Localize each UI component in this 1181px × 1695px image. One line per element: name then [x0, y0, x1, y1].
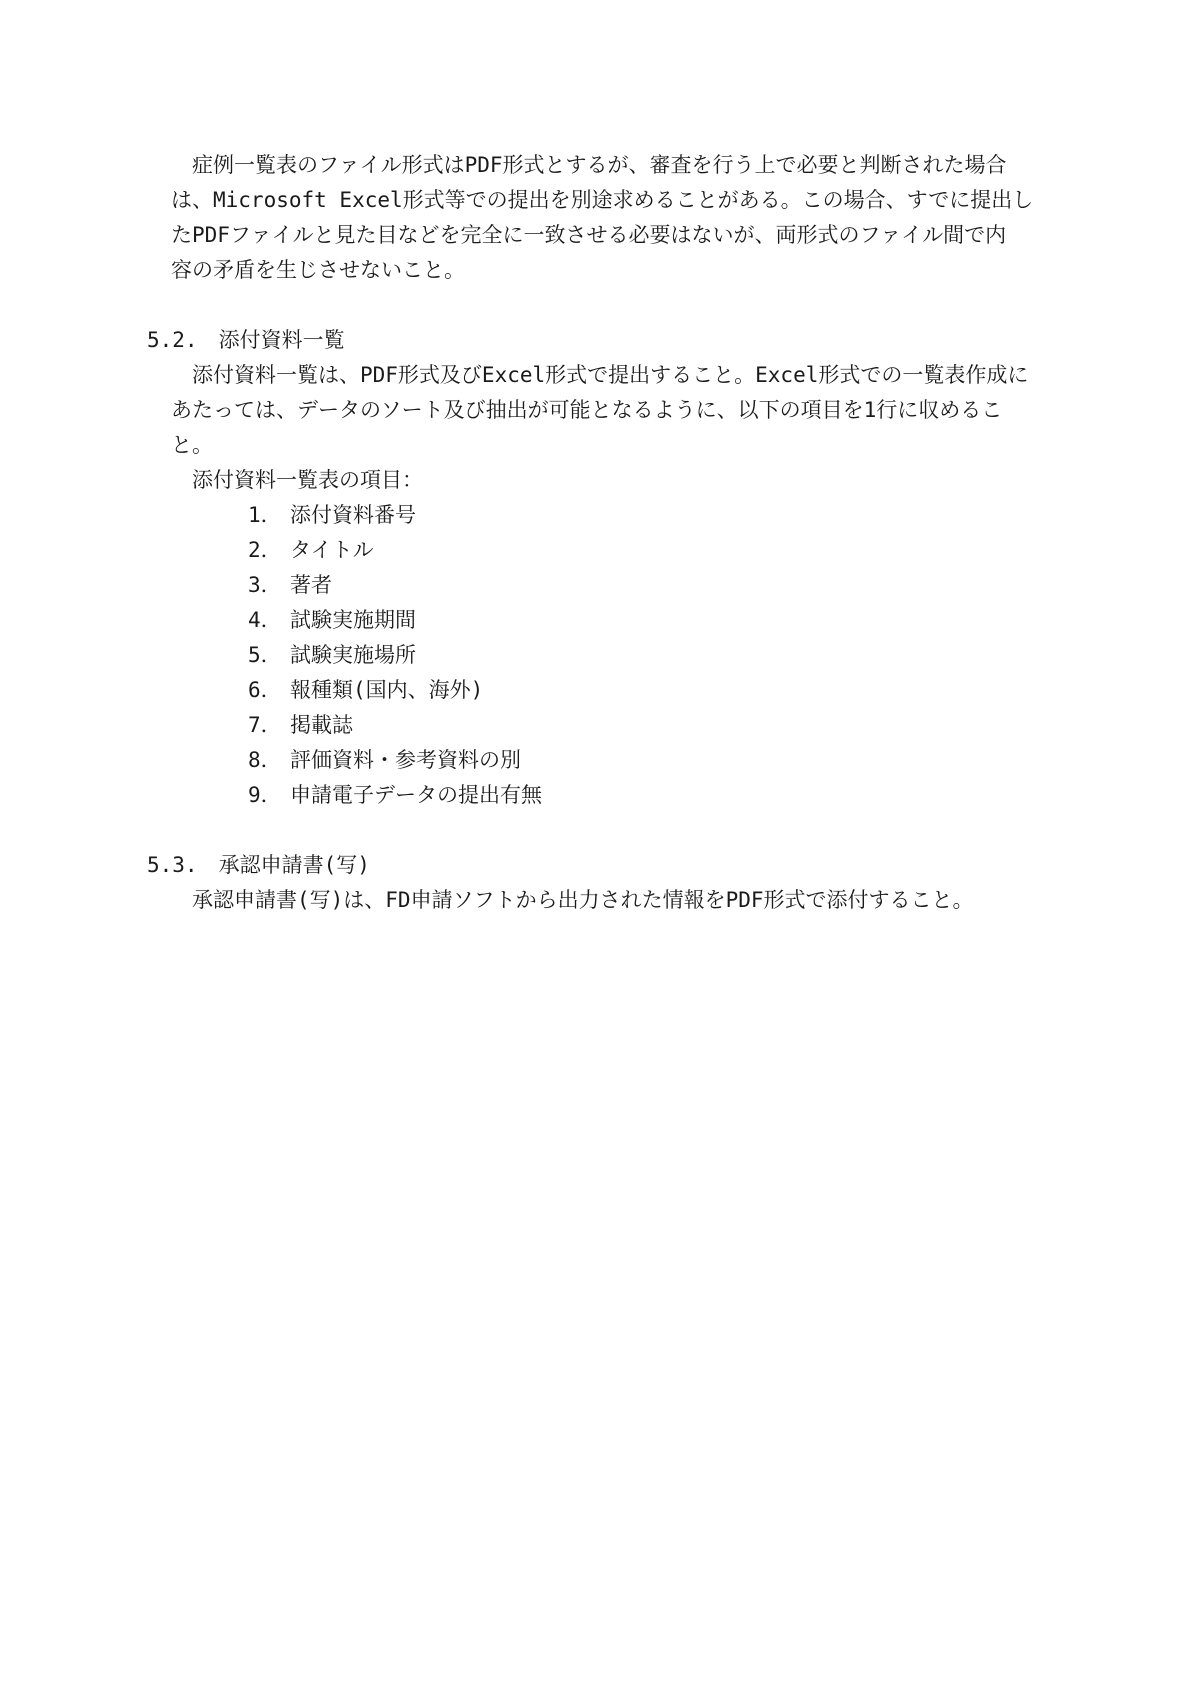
list-item-number: 8． — [248, 748, 282, 772]
section-heading-5-2: 5.2. 添付資料一覧 — [147, 328, 345, 352]
list-item-number: 7． — [248, 713, 282, 737]
list-item-label: 報種類(国内、海外) — [290, 678, 484, 702]
list-item-label: 評価資料・参考資料の別 — [290, 748, 521, 772]
list-item — [248, 708, 353, 742]
list-intro: 添付資料一覧表の項目： — [171, 468, 423, 492]
section-5-2-body-line: 添付資料一覧は、PDF形式及びExcel形式で提出すること。Excel形式での一覧表作成に — [171, 363, 1029, 387]
section-5-2-body-line: と。 — [171, 433, 213, 457]
list-item — [248, 638, 416, 672]
list-item-number: 2． — [248, 538, 282, 562]
list-item-label: 試験実施場所 — [290, 643, 416, 667]
intro-line: 容の矛盾を生じさせないこと。 — [171, 258, 465, 282]
list-item — [248, 743, 521, 777]
list-item — [248, 533, 374, 567]
intro-line: 症例一覧表のファイル形式はPDF形式とするが、審査を行う上で必要と判断された場合 — [171, 153, 1007, 177]
list-item — [248, 778, 542, 812]
list-item — [248, 568, 332, 602]
list-item-label: 試験実施期間 — [290, 608, 416, 632]
section-5-3-body-line: 承認申請書(写)は、FD申請ソフトから出力された情報をPDF形式で添付すること。 — [171, 888, 974, 912]
list-item-number: 1． — [248, 503, 282, 527]
list-item-label: 著者 — [290, 573, 332, 597]
list-item-number: 9． — [248, 783, 282, 807]
intro-line: たPDFファイルと見た目などを完全に一致させる必要はないが、両形式のファイル間で内 — [171, 223, 1007, 247]
list-item-number: 3． — [248, 573, 282, 597]
list-item-label: 掲載誌 — [290, 713, 353, 737]
list-item-number: 6． — [248, 678, 282, 702]
list-item-label: 申請電子データの提出有無 — [290, 783, 542, 807]
list-item — [248, 498, 416, 532]
list-item-number: 5． — [248, 643, 282, 667]
intro-line: は、Microsoft Excel形式等での提出を別途求めることがある。この場合、すでに提出し — [171, 188, 1034, 212]
section-heading-5-3: 5.3. 承認申請書(写) — [147, 853, 370, 877]
list-item — [248, 603, 416, 637]
list-item — [248, 673, 483, 707]
list-item-label: タイトル — [290, 538, 374, 562]
list-item-label: 添付資料番号 — [290, 503, 416, 527]
section-5-2-body-line: あたっては、データのソート及び抽出が可能となるように、以下の項目を1行に収めるこ — [171, 398, 1003, 422]
list-item-number: 4． — [248, 608, 282, 632]
